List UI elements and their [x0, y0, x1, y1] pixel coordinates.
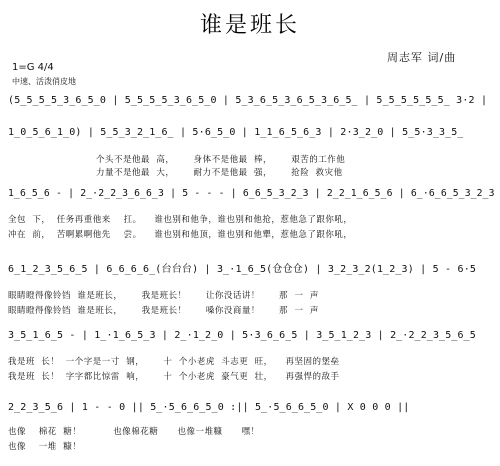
lyric-line: 也像 一堆 糠！ [8, 442, 82, 452]
song-title: 谁是班长 [199, 13, 300, 38]
tempo-marking: 中速、活泼俏皮地 [12, 77, 76, 86]
notation-line: (5̲5̲5̲5̲3̲6̲5̲0 | 5̲5̲5̲5̲3̲6̲5̲0 | 5̲3̲6̲5̲3̲6̲5̲3̲6̲5̲ | 5̲5̲5̲5̲5̲5̲ 3·2 | [8, 95, 488, 106]
key-signature: 1=G 4/4 [12, 62, 54, 73]
composer-credit: 周志军 词/曲 [387, 51, 457, 64]
lyric-line: 冲在 前， 苦啊累啊他先 尝。 谁也别和他顶，谁也别和他犟，惹他急了跟你吼， [8, 230, 353, 240]
lyric-line: 全包 下， 任务再重他来 扛。 谁也别和他争，谁也别和他抢，惹他急了跟你吼， [8, 215, 353, 225]
notation-line: 2̲2̲3̲5̲6 | 1 - - 0 || 5̲·5̲6̲6̲5̲0 :|| 5̲·5̲6̲6̲5̲0 | X 0 0 0 || [8, 402, 410, 413]
notation-line: 1̲0̲5̲6̲1̲0) | 5̲5̲3̲2̲1̲6̲ | 5·6̲5̲0 | 1̲1̲6̲5̲6̲3 | 2·3̲2̲0 | 5̲5·3̲3̲5̲ [8, 127, 464, 138]
lyric-line: 力量不是他最 大， 耐力不是他最 强， 抢险 救灾他 [96, 168, 343, 178]
lyric-line: 我是班 长！ 一个字是一寸 钢， 十 个小老虎 斗志更 旺， 再坚固的堡垒 [8, 357, 340, 367]
lyric-line: 也像 棉花 糖！ 也像棉花糖 也像一堆糠 嘿！ [8, 427, 260, 437]
lyric-line: 眼睛瞪得像铃铛 谁是班长， 我是班长！ 让你没话讲！ 那 一 声 [8, 291, 319, 301]
lyric-line: 我是班 长！ 字字都比惊雷 响， 十 个小老虎 豪气更 壮， 再强悍的敌手 [8, 372, 340, 382]
lyric-line: 个头不是他最 高， 身体不是他最 棒， 艰苦的工作他 [96, 155, 346, 165]
notation-line: 6̲1̲2̲3̲5̲6̲5 | 6̲6̲6̲6̲(台台台) | 3̲·1̲6̲5(仓仓仓) | 3̲2̲3̲2(1̲2̲3) | 5 - 6·5 [8, 264, 477, 275]
notation-line: 3̲5̲1̲6̲5 - | 1̲·1̲6̲5̲3 | 2̲·1̲2̲0 | 5·3̲6̲6̲5 | 3̲5̲1̲2̲3 | 2̲·2̲2̲3̲5̲6̲5 [8, 330, 476, 341]
notation-line: 1̲6̲5̲6 - | 2̲·2̲2̲3̲6̲6̲3 | 5 - - - | 6̲6̲5̲3̲2̲3 | 2̲2̲1̲6̲5̲6 | 6̲·6̲6̲5̲3̲2̲3 [8, 188, 495, 199]
lyric-line: 眼睛瞪得像铃铛 谁是班长， 我是班长！ 嗓你没商量！ 那 一 声 [8, 306, 319, 316]
